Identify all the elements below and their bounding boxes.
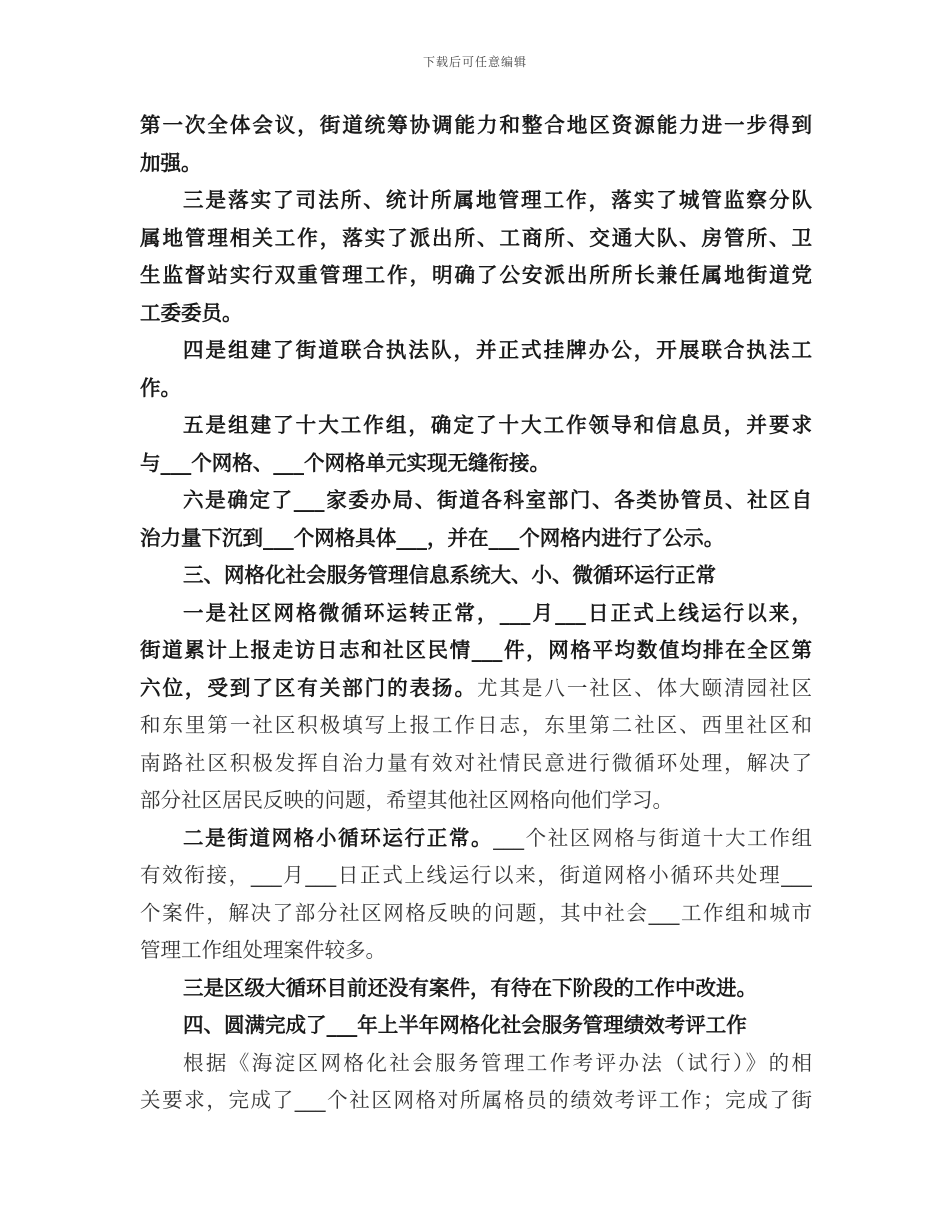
paragraph-line: 个案件，解决了部分社区网格反映的问题，其中社会___工作组和城市 xyxy=(140,900,812,925)
paragraph-line: 六是确定了___家委办局、街道各科室部门、各类协管员、社区自 xyxy=(183,488,812,512)
paragraph-line: 有效衔接，___月___日正式上线运行以来，街道网格小循环共处理___ xyxy=(140,863,812,887)
document-body xyxy=(140,107,812,1120)
paragraph-line: 五是组建了十大工作组，确定了十大工作领导和信息员，并要求 xyxy=(183,413,812,437)
paragraph-line: 关要求，完成了___个社区网格对所属格员的绩效考评工作；完成了街 xyxy=(140,1088,812,1112)
paragraph-line: 三是落实了司法所、统计所属地管理工作，落实了城管监察分队 xyxy=(183,188,812,212)
paragraph-line: 二是街道网格小循环运行正常。___个社区网格与街道十大工作组 xyxy=(183,825,812,850)
page-header: 下载后可任意编辑 xyxy=(422,55,527,69)
paragraph-line: 根据《海淀区网格化社会服务管理工作考评办法（试行）》的相 xyxy=(183,1050,812,1075)
paragraph-line: 第一次全体会议，街道统筹协调能力和整合地区资源能力进一步得到 xyxy=(140,113,812,137)
paragraph-line: 工委委员。 xyxy=(140,300,243,325)
paragraph-line: 一是社区网格微循环运转正常，___月___日正式上线运行以来， xyxy=(183,600,812,625)
paragraph-line: 四是组建了街道联合执法队，并正式挂牌办公，开展联合执法工 xyxy=(183,338,812,362)
paragraph-line: 南路社区积极发挥自治力量有效对社情民意进行微循环处理，解决了 xyxy=(140,750,812,775)
paragraph-line: 部分社区居民反映的问题，希望其他社区网格向他们学习。 xyxy=(140,788,673,812)
paragraph-line: 街道累计上报走访日志和社区民情___件，网格平均数值均排在全区第 xyxy=(140,638,812,662)
paragraph-line: 生监督站实行双重管理工作，明确了公安派出所所长兼任属地街道党 xyxy=(140,263,812,287)
paragraph-line: 三是区级大循环目前还没有案件，有待在下阶段的工作中改进。 xyxy=(183,975,757,1000)
paragraph-line: 六位，受到了区有关部门的表扬。尤其是八一社区、体大颐清园社区 xyxy=(140,675,812,700)
paragraph-line: 与___个网格、___个网格单元实现无缝衔接。 xyxy=(140,450,550,475)
section-heading: 四、圆满完成了___年上半年网格化社会服务管理绩效考评工作 xyxy=(183,1013,747,1037)
paragraph-line: 和东里第一社区积极填写上报工作日志，东里第二社区、西里社区和 xyxy=(140,713,812,737)
paragraph-line: 属地管理相关工作，落实了派出所、工商所、交通大队、房管所、卫 xyxy=(140,225,812,250)
paragraph-line: 管理工作组处理案件较多。 xyxy=(140,938,386,962)
paragraph-line: 治力量下沉到___个网格具体___，并在___个网格内进行了公示。 xyxy=(140,525,725,550)
paragraph-line: 加强。 xyxy=(140,150,202,175)
paragraph-line: 作。 xyxy=(140,375,181,400)
section-heading: 三、网格化社会服务管理信息系统大、小、微循环运行正常 xyxy=(183,563,716,587)
